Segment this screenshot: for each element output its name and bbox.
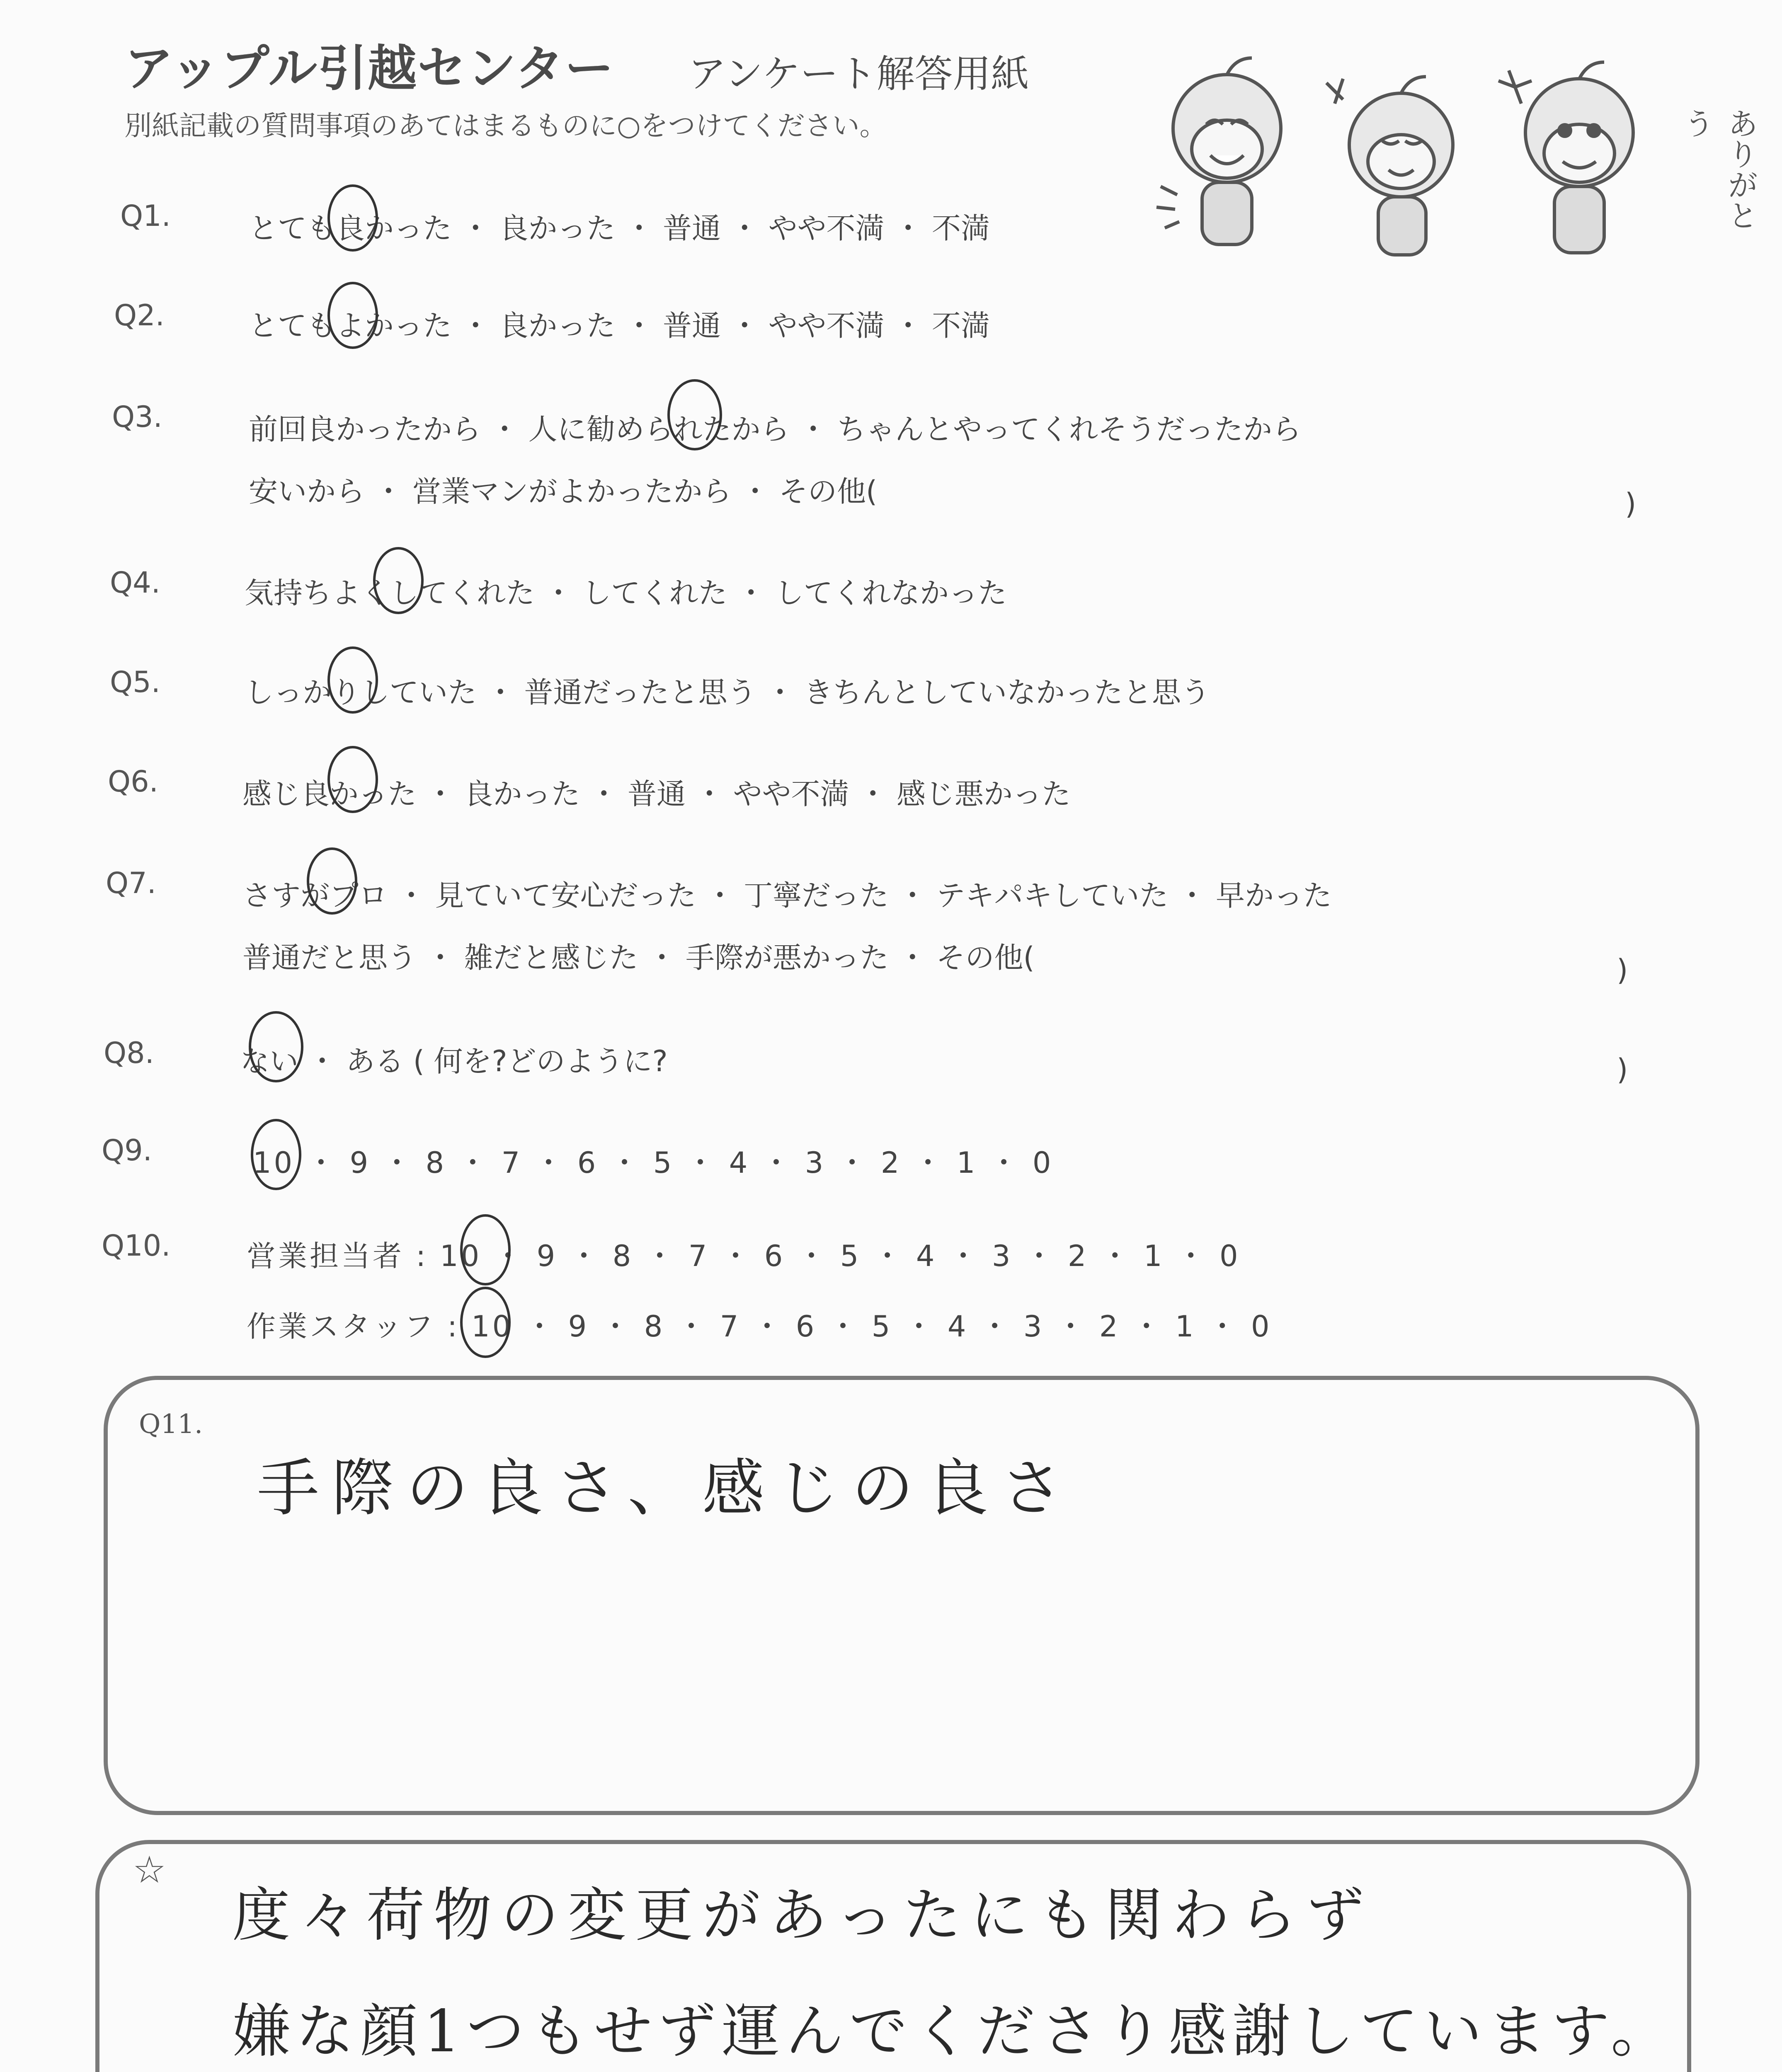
thanks-vertical-text: ありがとう (1679, 108, 1758, 230)
q8-label: Q8. (104, 1036, 154, 1070)
q3-closing-paren: ) (1625, 487, 1637, 521)
q1-answer-circle (327, 184, 378, 252)
q11-label: Q11. (139, 1409, 203, 1440)
q1-label: Q1. (120, 199, 171, 233)
form-subtitle: アンケート解答用紙 (688, 52, 1029, 96)
q9-options[interactable]: 10 ・ 9 ・ 8 ・ 7 ・ 6 ・ 5 ・ 4 ・ 3 ・ 2 ・ 1 ・ 0 (253, 1146, 1054, 1180)
q3-options-line2[interactable]: 安いから ・ 営業マンがよかったから ・ その他( (249, 474, 878, 508)
q7-options-line2[interactable]: 普通だと思う ・ 雑だと感じた ・ 手際が悪かった ・ その他( (242, 941, 1035, 975)
q10-sales-answer-circle (460, 1214, 511, 1285)
q9-answer-circle (251, 1119, 301, 1190)
q6-options[interactable]: 感じ良かった ・ 良かった ・ 普通 ・ やや不満 ・ 感じ悪かった (242, 777, 1071, 811)
q8-options[interactable]: ない ・ ある ( 何を?どのように? (240, 1044, 668, 1078)
q2-label: Q2. (114, 298, 165, 332)
q10-staff-answer-circle (460, 1287, 511, 1358)
q1-options[interactable]: とても良かった ・ 良かった ・ 普通 ・ やや不満 ・ 不満 (249, 211, 990, 245)
q6-answer-circle (327, 746, 378, 813)
q10-staff-options[interactable]: 作業スタッフ : 10 ・ 9 ・ 8 ・ 7 ・ 6 ・ 5 ・ 4 ・ 3 ・ 2 ・ 1 ・ 0 (247, 1310, 1272, 1343)
q5-answer-circle (327, 646, 378, 714)
q8-answer-circle (249, 1011, 303, 1082)
q3-answer-circle (667, 379, 722, 450)
q3-options-line1[interactable]: 前回良かったから ・ 人に勧められたから ・ ちゃんとやってくれそうだったから (249, 412, 1302, 446)
comment-line-2: 嫌な顔1つもせず運んでくださり感謝しています。 (232, 1998, 1675, 2065)
q11-handwritten-answer: 手際の良さ、感じの良さ (257, 1452, 1076, 1525)
q7-answer-circle (307, 847, 357, 915)
q4-options[interactable]: 気持ちよくしてくれた ・ してくれた ・ してくれなかった (245, 576, 1007, 610)
q7-label: Q7. (106, 866, 156, 900)
q8-closing-paren: ) (1617, 1053, 1628, 1087)
q7-closing-paren: ) (1617, 953, 1628, 987)
q4-label: Q4. (110, 566, 160, 600)
comment-line-1: 度々荷物の変更があったにも関わらず (232, 1882, 1373, 1949)
q4-answer-circle (373, 547, 424, 614)
q10-sales-options[interactable]: 営業担当者 : 10 ・ 9 ・ 8 ・ 7 ・ 6 ・ 5 ・ 4 ・ 3 ・ 2 ・ 1 ・ 0 (247, 1239, 1241, 1273)
q6-label: Q6. (108, 765, 158, 799)
star-icon: ☆ (133, 1848, 166, 1892)
q10-label: Q10. (102, 1229, 171, 1263)
q2-options[interactable]: とてもよかった ・ 良かった ・ 普通 ・ やや不満 ・ 不満 (249, 309, 990, 343)
instruction-text: 別紙記載の質問事項のあてはまるものに○をつけてください。 (124, 110, 887, 142)
monkey-mascots-illustration (1152, 50, 1691, 265)
q5-label: Q5. (110, 665, 160, 699)
q3-label: Q3. (112, 400, 162, 434)
q7-options-line1[interactable]: さすがプロ ・ 見ていて安心だった ・ 丁寧だった ・ テキパキしていた ・ 早かった (242, 879, 1332, 913)
form-title: アップル引越センター (124, 40, 615, 97)
q5-options[interactable]: しっかりしていた ・ 普通だったと思う ・ きちんとしていなかったと思う (245, 675, 1210, 709)
q2-answer-circle (327, 282, 378, 349)
q9-label: Q9. (102, 1133, 152, 1167)
